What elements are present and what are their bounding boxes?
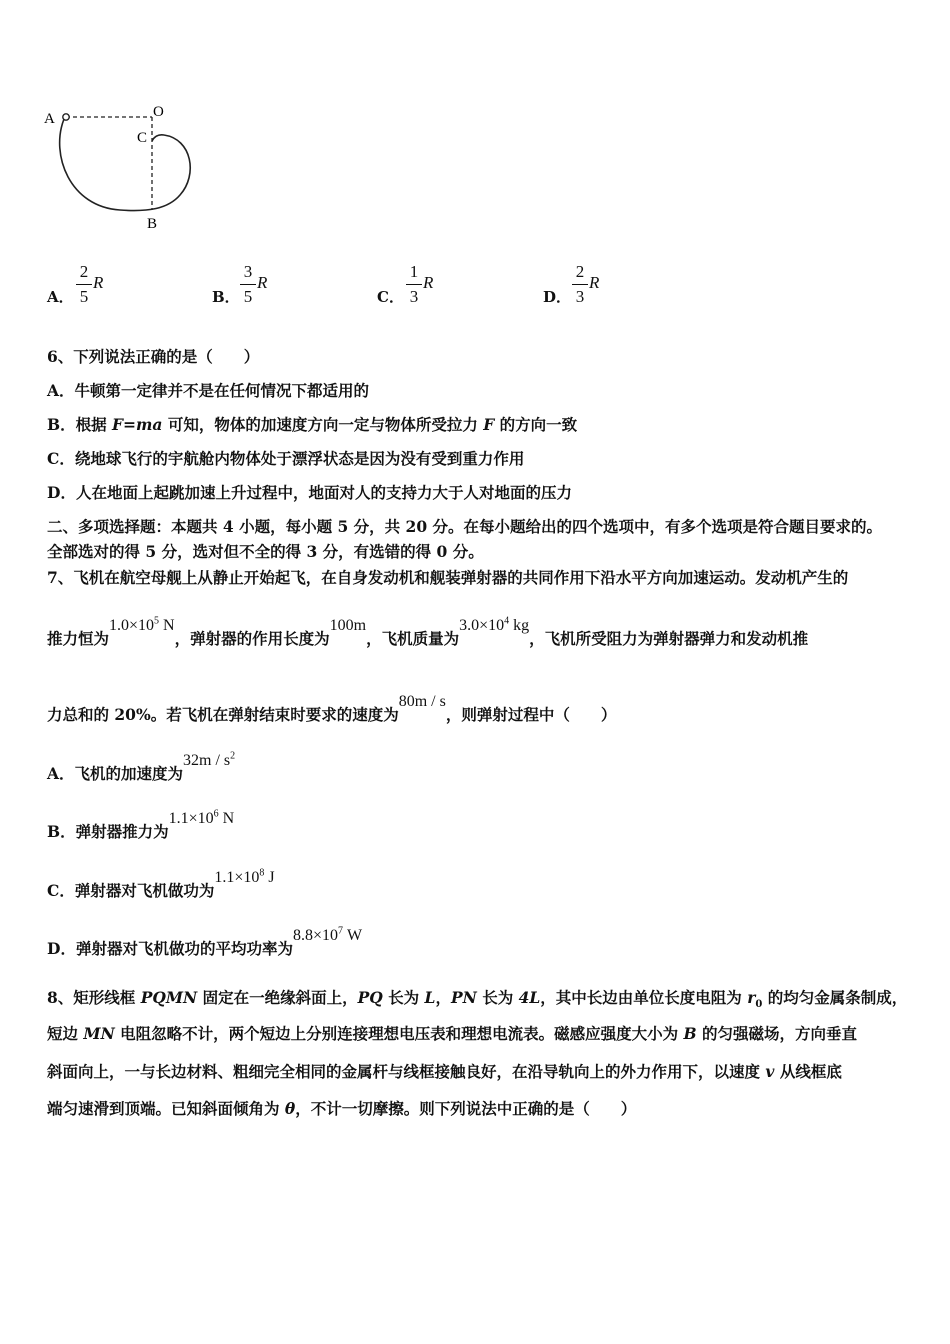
q6-option-b-mid: 可知，物体的加速度方向一定与物体所受拉力: [162, 415, 484, 434]
numerator: 1: [409, 262, 419, 281]
q7-mass-value: [459, 617, 529, 634]
denominator: 3: [575, 287, 585, 306]
q8-line2: [47, 1022, 857, 1044]
q7-thrust-value: [109, 617, 175, 634]
mantissa: 8.8×10: [292, 927, 338, 944]
value: 32m / s: [183, 752, 231, 769]
q8-var-v: v: [765, 1062, 775, 1081]
q6-formula: F=ma: [112, 415, 163, 434]
q8-text: ，: [435, 988, 451, 1007]
numerator: 2: [79, 262, 89, 281]
denominator: 5: [243, 287, 253, 306]
denominator: 3: [409, 287, 419, 306]
q7-text: ，则弹射过程中（ ）: [445, 705, 617, 724]
section2-instructions-line2: 全部选对的得 5 分，选对但不全的得 3 分，有选错的得 0 分。: [47, 542, 484, 561]
q5-option-c-letter: C．: [377, 288, 404, 306]
label-C: C: [137, 130, 148, 146]
q7-speed-value: 80m / s: [398, 693, 446, 710]
q7-option-c-value: [214, 869, 274, 886]
track-curve: [60, 119, 191, 211]
q7-option-a-text: A．飞机的加速度为: [47, 764, 184, 783]
unit: N: [159, 617, 175, 634]
q6-option-c: C．绕地球飞行的宇航舱内物体处于漂浮状态是因为没有受到重力作用: [47, 449, 525, 468]
exponent: 6: [213, 808, 219, 820]
q8-text: 斜面向上，一与长边材料、粗细完全相同的金属杆与线框接触良好，在沿导轨向上的外力作用下，以速度: [47, 1062, 766, 1081]
exponent: 5: [154, 615, 160, 627]
q7-text: ，弹射器的作用长度为: [174, 629, 330, 648]
q7-length-value: 100m: [329, 617, 367, 634]
q8-text: 长为: [476, 988, 519, 1007]
q5-option-d-letter: D．: [543, 288, 572, 306]
q7-option-a-value: [183, 752, 235, 769]
q5-option-a-var: R: [93, 273, 104, 292]
q6-option-d: D．人在地面上起跳加速上升过程中，地面对人的支持力大于人对地面的压力: [47, 483, 572, 502]
q5-option-b-var: R: [257, 273, 268, 292]
numerator: 3: [243, 262, 253, 281]
unit: J: [264, 869, 275, 886]
label-B: B: [147, 216, 158, 232]
unit: kg: [509, 617, 530, 634]
q7-option-c-text: C．弹射器对飞机做功为: [47, 881, 215, 900]
q8-text: 短边: [47, 1024, 84, 1043]
track-diagram: [40, 95, 210, 235]
q8-text: ，其中长边由单位长度电阻为: [540, 988, 748, 1007]
q8-text: 端匀速滑到顶端。已知斜面倾角为: [47, 1099, 285, 1118]
q5-option-d-var: R: [589, 273, 600, 292]
exponent: 7: [337, 925, 343, 937]
unit: W: [342, 927, 363, 944]
q5-option-c-var: R: [423, 273, 434, 292]
mantissa: 1.0×10: [109, 617, 155, 634]
q8-var-theta: θ: [284, 1099, 296, 1118]
q8-var-MN: MN: [83, 1024, 115, 1043]
mantissa: 1.1×10: [214, 869, 260, 886]
q8-text: 的均匀金属条制成，: [762, 988, 908, 1007]
q5-option-a-fraction: [76, 262, 92, 307]
q7-text: ，飞机所受阻力为弹射器弹力和发动机推: [529, 629, 809, 648]
q7-line1: 7、飞机在航空母舰上从静止开始起飞，在自身发动机和舰装弹射器的共同作用下沿水平方向加速运动。发动机产生的: [47, 568, 849, 587]
q8-var-B: B: [683, 1024, 697, 1043]
label-O: O: [153, 104, 164, 120]
q8-text: 电阻忽略不计，两个短边上分别连接理想电压表和理想电流表。磁感应强度大小为: [114, 1024, 684, 1043]
q7-option-d-value: [293, 927, 362, 944]
q6-option-b: [47, 413, 577, 435]
q8-var-r-subscript: 0: [755, 999, 763, 1011]
section2-instructions-line1: 二、多项选择题：本题共 4 小题，每小题 5 分，共 20 分。在每小题给出的四个选项中，有多个选项是符合题目要求的。: [47, 517, 883, 536]
q8-var-4L: 4L: [518, 988, 541, 1007]
q6-option-b-pre: B．根据: [47, 415, 112, 434]
q8-text: 8、矩形线框: [47, 988, 141, 1007]
q8-text: 固定在一绝缘斜面上，: [197, 988, 358, 1007]
q8-text: 长为: [382, 988, 425, 1007]
numerator: 2: [575, 262, 585, 281]
q6-var-F: F: [483, 415, 495, 434]
q8-text: 从线框底: [774, 1062, 842, 1081]
q7-option-a: [47, 750, 236, 784]
mantissa: 3.0×10: [459, 617, 505, 634]
denominator: 5: [79, 287, 89, 306]
q8-text: ，不计一切摩擦。则下列说法中正确的是（ ）: [295, 1099, 637, 1118]
q5-option-a-letter: A．: [47, 288, 74, 306]
label-A: A: [44, 111, 55, 127]
q8-line4: [47, 1097, 636, 1119]
q7-option-d-text: D．弹射器对飞机做功的平均功率为: [47, 939, 293, 958]
q7-text: 推力恒为: [47, 629, 110, 648]
q5-option-b-letter: B．: [212, 288, 240, 306]
q5-option-c-fraction: [406, 262, 422, 307]
q8-line1: [47, 986, 907, 1010]
mantissa: 1.1×10: [168, 810, 214, 827]
q8-var-PN: PN: [450, 988, 477, 1007]
ball-at-A: [63, 114, 69, 120]
physics-figure: [40, 95, 210, 235]
q8-text: 的匀强磁场，方向垂直: [696, 1024, 858, 1043]
unit: N: [218, 810, 235, 827]
exponent: 2: [230, 750, 236, 762]
q5-option-d-fraction: [572, 262, 588, 307]
q6-option-a: A．牛顿第一定律并不是在任何情况下都适用的: [47, 381, 370, 400]
q5-option-b-fraction: [240, 262, 256, 307]
q8-line3: [47, 1060, 842, 1082]
q8-var-PQMN: PQMN: [140, 988, 198, 1007]
q8-var-L: L: [424, 988, 436, 1007]
exponent: 4: [504, 615, 510, 627]
q7-option-b-text: B．弹射器推力为: [47, 822, 169, 841]
q7-line3: [47, 693, 617, 725]
q6-option-b-post: 的方向一致: [494, 415, 578, 434]
exponent: 8: [259, 867, 265, 879]
q8-var-r: r: [747, 988, 756, 1007]
q7-text: 力总和的 20%。若飞机在弹射结束时要求的速度为: [47, 705, 399, 724]
q7-option-b-value: [169, 810, 235, 827]
q8-var-PQ: PQ: [357, 988, 383, 1007]
q7-text: ，飞机质量为: [366, 629, 460, 648]
q6-stem: 6、下列说法正确的是（ ）: [47, 347, 260, 366]
